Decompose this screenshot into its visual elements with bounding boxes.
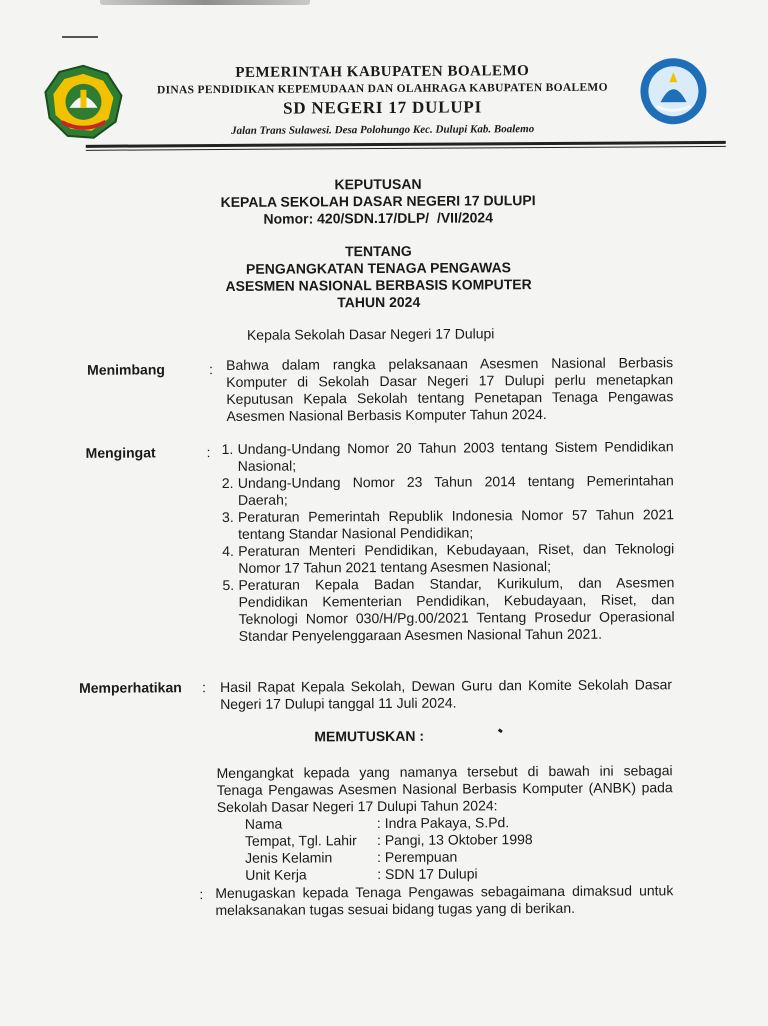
detail-row <box>245 831 533 850</box>
list-number: 3. <box>221 508 234 525</box>
menimbang-text <box>226 354 673 425</box>
memperhatikan-label: Memperhatikan <box>79 679 182 696</box>
mengingat-list <box>222 438 675 645</box>
menimbang-colon: : <box>209 361 214 378</box>
list-item <box>222 472 674 509</box>
list-number: 2. <box>221 474 234 491</box>
subject-tentang: TENTANG <box>345 242 412 260</box>
tut-wuri-handayani-emblem-icon <box>638 56 708 126</box>
detail-row <box>245 814 533 833</box>
boalemo-regency-emblem-icon <box>43 64 123 140</box>
detail-value: : Pangi, 13 Oktober 1998 <box>376 831 533 849</box>
decree-heading: KEPUTUSAN <box>334 175 422 193</box>
memutuskan-heading: MEMUTUSKAN : <box>314 727 425 745</box>
list-item <box>222 438 674 475</box>
list-text: Peraturan Kepala Badan Standar, Kurikulum, dan Asesmen Pendidikan Kementerian Pendidikan, Kebudayaan, Riset, dan Teknologi Nomor 030/H/Pg.00/2021 Tentang Prosedur Operasional Standar Penyelenggaraan Asesmen Nasional Tahun 2021. <box>238 574 675 644</box>
mengingat-label: Mengingat <box>85 444 156 461</box>
list-number: 5. <box>222 576 235 593</box>
list-text: Peraturan Menteri Pendidikan, Kebudayaan, Riset, dan Teknologi Nomor 17 Tahun 2021 tentang Asesmen Nasional; <box>238 540 675 576</box>
memperhatikan-text <box>220 676 672 713</box>
menimbang-paragraph: Bahwa dalam rangka pelaksanaan Asesmen Nasional Berbasis Komputer di Sekolah Dasar Negeri 17 Dulupi perlu menetapkan Keputusan Kepala Sekolah tentang Penetapan Tenaga Pengawas Asesmen Nasional Berbasis Komputer Tahun 2024. <box>226 354 674 424</box>
list-text: Peraturan Pemerintah Republik Indonesia Nomor 57 Tahun 2021 tentang Standar Nasional Pendidikan; <box>237 506 675 542</box>
list-item <box>222 506 674 543</box>
detail-key: Tempat, Tgl. Lahir <box>244 832 357 849</box>
decision-intro <box>217 762 673 816</box>
list-number: 1. <box>221 440 234 457</box>
detail-row <box>245 848 533 867</box>
detail-value: : Perempuan <box>377 848 458 866</box>
letterhead-government: PEMERINTAH KABUPATEN BOALEMO <box>235 63 530 81</box>
list-item <box>222 540 674 577</box>
assign-colon: : <box>199 886 204 903</box>
list-number: 4. <box>222 542 234 559</box>
decision-intro-paragraph: Mengangkat kepada yang namanya tersebut di bawah ini sebagai Tenaga Pengawas Asesmen Nasional Berbasis Komputer (ANBK) pada Sekolah Dasar Negeri 17 Dulupi Tahun 2024: <box>216 762 673 816</box>
decree-title <box>98 174 658 228</box>
detail-key: Nama <box>244 815 283 832</box>
mengingat-colon: : <box>206 444 211 461</box>
decree-subject <box>98 241 658 312</box>
letterhead <box>137 63 627 138</box>
list-item <box>222 574 674 645</box>
list-text: Undang-Undang Nomor 20 Tahun 2003 tentang Sistem Pendidikan Nasional; <box>237 438 674 474</box>
subject-line-3: TAHUN 2024 <box>337 293 421 311</box>
letterhead-address: Jalan Trans Sulawesi. Desa Polohungo Kec. Dulupi Kab. Boalemo <box>231 123 535 137</box>
detail-key: Jenis Kelamin <box>245 849 333 866</box>
appointee-details <box>245 814 533 884</box>
assign-text <box>215 882 673 919</box>
menimbang-label: Menimbang <box>87 361 165 378</box>
letterhead-department: DINAS PENDIDIKAN KEPEMUDAAN DAN OLAHRAGA KABUPATEN BOALEMO <box>156 81 608 97</box>
detail-key: Unit Kerja <box>245 866 307 883</box>
assign-paragraph: Menugaskan kepada Tenaga Pengawas sebagaimana dimaksud untuk melaksanakan tugas sesuai bidang tugas yang di berikan. <box>215 882 674 919</box>
scan-speck <box>498 728 503 733</box>
detail-value: : SDN 17 Dulupi <box>377 865 478 883</box>
subject-line-2: ASESMEN NASIONAL BERBASIS KOMPUTER <box>225 276 532 294</box>
detail-value: : Indra Pakaya, S.Pd. <box>376 814 510 832</box>
detail-row <box>245 865 533 884</box>
memperhatikan-colon: : <box>202 679 207 696</box>
memperhatikan-paragraph: Hasil Rapat Kepala Sekolah, Dewan Guru dan Komite Sekolah Dasar Negeri 17 Dulupi tanggal 11 Juli 2024. <box>220 676 673 713</box>
letterhead-school: SD NEGERI 17 DULUPI <box>283 97 483 118</box>
subject-line-1: PENGANGKATAN TENAGA PENGAWAS <box>245 259 512 277</box>
list-text: Undang-Undang Nomor 23 Tahun 2014 tentang Pemerintahan Daerah; <box>237 472 674 508</box>
decree-number: Nomor: 420/SDN.17/DLP/ /VII/2024 <box>263 209 494 227</box>
authority-line: Kepala Sekolah Dasar Negeri 17 Dulupi <box>246 325 495 343</box>
decree-issuer: KEPALA SEKOLAH DASAR NEGERI 17 DULUPI <box>220 192 536 210</box>
